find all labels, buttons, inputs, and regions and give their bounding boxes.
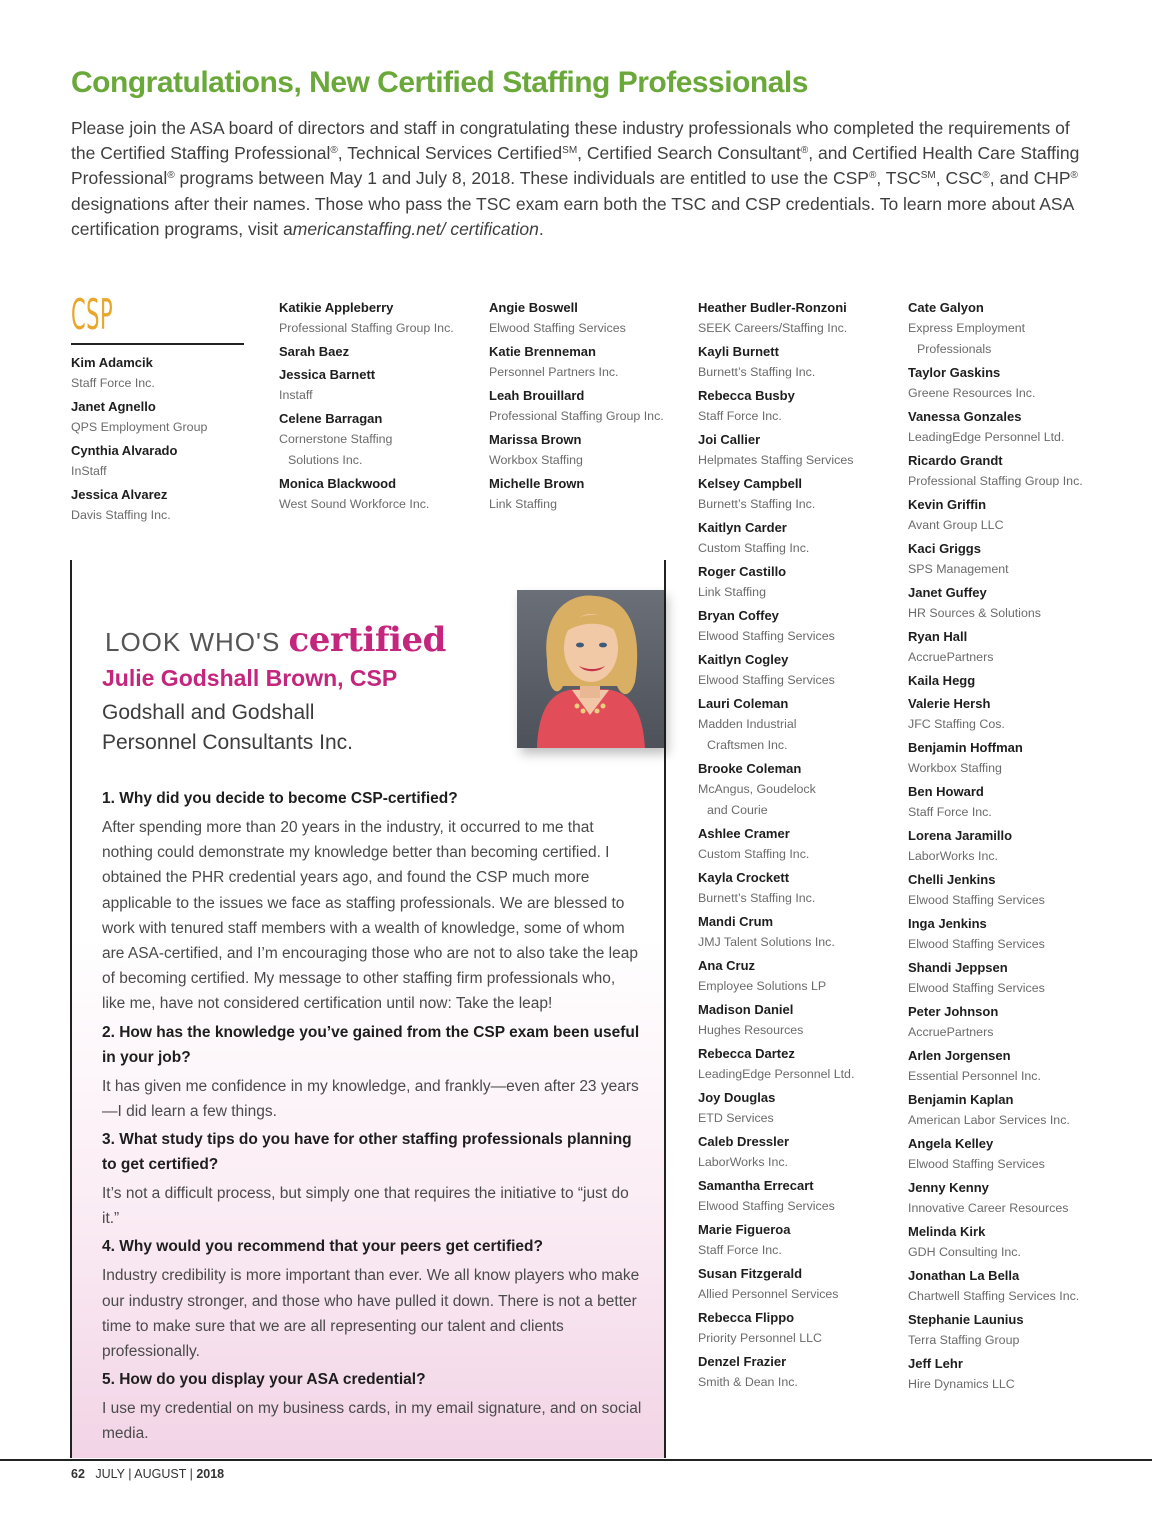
intro-text: , TSC <box>876 168 921 189</box>
answer: It has given me confidence in my knowledge, and frankly—even after 23 years—I did learn a few things. <box>102 1077 639 1120</box>
list-item <box>698 758 903 821</box>
list-item <box>698 473 903 515</box>
person-name: Jessica Alvarez <box>71 487 168 502</box>
company-name: LaborWorks Inc. <box>698 1155 788 1169</box>
person-name: Kim Adamcik <box>71 355 153 370</box>
person-name: Lorena Jaramillo <box>908 828 1013 843</box>
list-item <box>698 1175 903 1217</box>
person-name: Jeff Lehr <box>908 1356 963 1371</box>
company-name: Helpmates Staffing Services <box>698 453 854 467</box>
company-name: Elwood Staffing Services <box>908 981 1045 995</box>
company-name: LeadingEdge Personnel Ltd. <box>698 1067 855 1081</box>
company-name: Greene Resources Inc. <box>908 386 1036 400</box>
person-name: Roger Castillo <box>698 564 787 579</box>
company-name: Avant Group LLC <box>908 518 1004 532</box>
name-column-5 <box>908 297 1113 1395</box>
company-name: Workbox Staffing <box>489 453 583 467</box>
list-item <box>908 1045 1113 1087</box>
company-name: AccruePartners <box>908 650 994 664</box>
intro-text: , and Certified Health Care Staffing Professional <box>71 143 1080 189</box>
person-name: Cynthia Alvarado <box>71 443 178 458</box>
page-title: Congratulations, New Certified Staffing Professionals <box>71 66 808 99</box>
list-item <box>908 825 1113 867</box>
person-name: Melinda Kirk <box>908 1224 986 1239</box>
person-name: Kayli Burnett <box>698 344 779 359</box>
company-name: LeadingEdge Personnel Ltd. <box>908 430 1065 444</box>
company-name: Elwood Staffing Services <box>908 937 1045 951</box>
company-name: Hughes Resources <box>698 1023 804 1037</box>
heading-prefix: LOOK WHO'S <box>105 627 289 657</box>
csp-section-label: CSP <box>71 290 114 339</box>
registered-mark: ® <box>982 170 990 182</box>
person-name: Benjamin Hoffman <box>908 740 1023 755</box>
company-name: Elwood Staffing Services <box>489 321 626 335</box>
issue-date: JULY | AUGUST | <box>95 1467 197 1481</box>
list-item <box>698 999 903 1041</box>
company-name: Burnett’s Staffing Inc. <box>698 497 816 511</box>
company-name: Davis Staffing Inc. <box>71 508 171 522</box>
person-name: Kelsey Campbell <box>698 476 803 491</box>
company-name: Burnett’s Staffing Inc. <box>698 365 816 379</box>
person-name: Jonathan La Bella <box>908 1268 1020 1283</box>
company-name: SEEK Careers/Staffing Inc. <box>698 321 848 335</box>
list-item <box>71 396 276 438</box>
company-name: Instaff <box>279 388 313 402</box>
company-name: Professional Staffing Group Inc. <box>489 409 664 423</box>
company-name: Madden Industrial <box>698 717 797 731</box>
intro-text: , and CHP <box>989 168 1071 189</box>
company-name: Professionals <box>917 342 992 356</box>
person-name: Brooke Coleman <box>698 761 802 776</box>
person-name: Kaci Griggs <box>908 541 981 556</box>
list-item <box>71 484 276 526</box>
list-item <box>698 429 903 471</box>
company-name: Elwood Staffing Services <box>908 1157 1045 1171</box>
company-name: McAngus, Goudelock <box>698 782 816 796</box>
company-name: QPS Employment Group <box>71 420 208 434</box>
answer: It’s not a difficult process, but simply one that requires the initiative to “just do it.” <box>102 1185 629 1228</box>
company-name: Solutions Inc. <box>288 453 363 467</box>
person-name: Kaitlyn Carder <box>698 520 787 535</box>
company-name: Elwood Staffing Services <box>698 629 835 643</box>
name-column-3 <box>489 297 694 515</box>
list-item <box>908 450 1113 492</box>
page-footer <box>71 1467 224 1481</box>
person-name: Vanessa Gonzales <box>908 409 1022 424</box>
intro-text: Please join the ASA board of directors and staff in congratulating these industry professionals who completed the requirements of the Certified Staffing Professional <box>71 118 1070 164</box>
list-item <box>71 352 276 394</box>
list-item <box>908 1265 1113 1307</box>
company-name: Link Staffing <box>489 497 557 511</box>
list-item <box>908 1177 1113 1219</box>
company-name: Chartwell Staffing Services Inc. <box>908 1289 1080 1303</box>
person-name: Susan Fitzgerald <box>698 1266 803 1281</box>
person-name: Ben Howard <box>908 784 984 799</box>
person-name: Angie Boswell <box>489 300 578 315</box>
company-name: GDH Consulting Inc. <box>908 1245 1021 1259</box>
person-name: Rebecca Busby <box>698 388 795 403</box>
person-name: Ashlee Cramer <box>698 826 790 841</box>
list-item <box>908 406 1113 448</box>
person-name: Ana Cruz <box>698 958 756 973</box>
person-name: Jenny Kenny <box>908 1180 989 1195</box>
list-item <box>698 1087 903 1129</box>
person-name: Caleb Dressler <box>698 1134 790 1149</box>
list-item <box>698 911 903 953</box>
person-name: Denzel Frazier <box>698 1354 787 1369</box>
company-name: Link Staffing <box>698 585 766 599</box>
list-item <box>908 1089 1113 1131</box>
list-item <box>698 341 903 383</box>
person-name: Arlen Jorgensen <box>908 1048 1011 1063</box>
person-name: Kaitlyn Cogley <box>698 652 789 667</box>
person-name: Bryan Coffey <box>698 608 779 623</box>
list-item <box>908 1221 1113 1263</box>
registered-mark: ® <box>167 170 175 182</box>
company-name: Staff Force Inc. <box>698 409 782 423</box>
intro-paragraph <box>71 116 1091 242</box>
company-line: Godshall and Godshall <box>102 701 315 724</box>
company-name: Professional Staffing Group Inc. <box>908 474 1083 488</box>
company-name: Professional Staffing Group Inc. <box>279 321 454 335</box>
company-name: Terra Staffing Group <box>908 1333 1020 1347</box>
list-item <box>489 297 694 339</box>
company-name: LaborWorks Inc. <box>908 849 998 863</box>
list-item <box>908 297 1113 360</box>
list-item <box>71 440 276 482</box>
person-name: Joy Douglas <box>698 1090 776 1105</box>
person-name: Katikie Appleberry <box>279 300 394 315</box>
company-name: Staff Force Inc. <box>908 805 992 819</box>
heading-emphasis: certified <box>288 620 446 660</box>
company-name: Elwood Staffing Services <box>698 673 835 687</box>
page-number: 62 <box>71 1467 85 1481</box>
company-name: Cornerstone Staffing <box>279 432 393 446</box>
list-item <box>698 1131 903 1173</box>
person-name: Ricardo Grandt <box>908 453 1003 468</box>
person-name: Michelle Brown <box>489 476 585 491</box>
person-name: Benjamin Kaplan <box>908 1092 1014 1107</box>
list-item <box>908 693 1113 735</box>
question: 2. How has the knowledge you’ve gained from the CSP exam been useful in your job? <box>102 1023 640 1066</box>
intro-text: . <box>538 218 544 239</box>
list-item <box>698 517 903 559</box>
list-item <box>908 670 1113 691</box>
question: 1. Why did you decide to become CSP-certified? <box>102 790 458 807</box>
portrait-photo <box>517 590 664 748</box>
list-item <box>908 913 1113 955</box>
company-line: Personnel Consultants Inc. <box>102 731 353 754</box>
certification-link[interactable]: mericanstaffing.net/ certification <box>292 218 539 239</box>
company-name: Express Employment <box>908 321 1026 335</box>
person-name: Katie Brenneman <box>489 344 596 359</box>
list-item <box>279 341 484 362</box>
list-item <box>698 693 903 756</box>
company-name: Smith & Dean Inc. <box>698 1375 798 1389</box>
list-item <box>698 823 903 865</box>
list-item <box>908 1353 1113 1395</box>
list-item <box>279 297 484 339</box>
company-name: American Labor Services Inc. <box>908 1113 1070 1127</box>
company-name: Custom Staffing Inc. <box>698 541 810 555</box>
person-name: Taylor Gaskins <box>908 365 1001 380</box>
person-name: Lauri Coleman <box>698 696 789 711</box>
list-item <box>908 869 1113 911</box>
name-column-4 <box>698 297 903 1393</box>
list-item <box>698 867 903 909</box>
list-item <box>908 1133 1113 1175</box>
list-item <box>908 737 1113 779</box>
intro-text: , Certified Search Consultant <box>577 143 801 164</box>
company-name: Innovative Career Resources <box>908 1201 1069 1215</box>
person-name: Sarah Baez <box>279 344 350 359</box>
list-item <box>908 494 1113 536</box>
person-name: Janet Guffey <box>908 585 987 600</box>
company-name: Staff Force Inc. <box>698 1243 782 1257</box>
company-name: Allied Personnel Services <box>698 1287 839 1301</box>
footer-divider <box>0 1459 1152 1461</box>
person-name: Marissa Brown <box>489 432 582 447</box>
person-name: Kevin Griffin <box>908 497 987 512</box>
person-name: Kayla Crockett <box>698 870 790 885</box>
intro-text: programs between May 1 and July 8, 2018. These individuals are entitled to use the CSP <box>174 168 869 189</box>
company-name: West Sound Workforce Inc. <box>279 497 430 511</box>
question: 5. How do you display your ASA credential? <box>102 1371 426 1389</box>
company-name: Employee Solutions LP <box>698 979 827 993</box>
company-name: SPS Management <box>908 562 1009 576</box>
person-name: Stephanie Launius <box>908 1312 1024 1327</box>
csp-divider <box>71 343 244 345</box>
list-item <box>908 538 1113 580</box>
list-item <box>279 473 484 515</box>
registered-mark: ® <box>1070 170 1078 182</box>
list-item <box>908 1309 1113 1351</box>
company-name: Craftsmen Inc. <box>707 738 788 752</box>
answer: I use my credential on my business cards, in my email signature, and on social media. <box>102 1400 642 1443</box>
person-name: Peter Johnson <box>908 1004 999 1019</box>
list-item <box>698 955 903 997</box>
name-column-2 <box>279 297 484 515</box>
list-item <box>489 473 694 515</box>
company-name: and Courie <box>707 803 768 817</box>
list-item <box>279 408 484 471</box>
featured-name: Julie Godshall Brown, CSP <box>102 665 398 691</box>
list-item <box>698 1219 903 1261</box>
person-name: Mandi Crum <box>698 914 774 929</box>
company-name: Priority Personnel LLC <box>698 1331 822 1345</box>
answer: After spending more than 20 years in the industry, it occurred to me that nothing could demonstrate my knowledge better than becoming certified. I obtained the PHR credential years ago, and found the CSP much more applicable to the issues we face as staffing professionals. We are blessed to work with tenured staff members with a wealth of knowledge, some of whom are ASA-certified, and I’m encouraging those who are not to also take the leap of becoming certified. My message to other staffing firm professionals who, like me, have not considered certification until now: Take the leap! <box>102 819 638 1013</box>
person-name: Monica Blackwood <box>279 476 397 491</box>
person-name: Jessica Barnett <box>279 367 376 382</box>
list-item <box>698 385 903 427</box>
interview-qa <box>102 786 642 1450</box>
question: 3. What study tips do you have for other staffing professionals planning to get certified? <box>102 1131 632 1174</box>
person-name: Rebecca Flippo <box>698 1310 795 1325</box>
question: 4. Why would you recommend that your peers get certified? <box>102 1238 543 1256</box>
person-name: Rebecca Dartez <box>698 1046 795 1061</box>
list-item <box>908 781 1113 823</box>
intro-text: designations after their names. Those who pass the TSC exam earn both the TSC and CSP credentials. To learn more about ASA certification programs, visit a <box>71 193 1074 239</box>
person-name: Shandi Jeppsen <box>908 960 1008 975</box>
company-name: Essential Personnel Inc. <box>908 1069 1041 1083</box>
list-item <box>908 1001 1113 1043</box>
company-name: Burnett’s Staffing Inc. <box>698 891 816 905</box>
list-item <box>908 362 1113 404</box>
company-name: InStaff <box>71 464 107 478</box>
answer: Industry credibility is more important than ever. We all know players who make our industry stronger, and those who have pulled it down. There is not a better time to make sure that we are all representing our talent and clients professionally. <box>102 1267 640 1361</box>
list-item <box>698 1351 903 1393</box>
person-name: Leah Brouillard <box>489 388 585 403</box>
company-name: Custom Staffing Inc. <box>698 847 810 861</box>
company-name: HR Sources & Solutions <box>908 606 1041 620</box>
company-name: Elwood Staffing Services <box>698 1199 835 1213</box>
list-item <box>908 582 1113 624</box>
person-name: Samantha Errecart <box>698 1178 814 1193</box>
person-name: Chelli Jenkins <box>908 872 996 887</box>
list-item <box>489 429 694 471</box>
list-item <box>908 626 1113 668</box>
list-item <box>279 364 484 406</box>
person-name: Celene Barragan <box>279 411 383 426</box>
portrait-illustration <box>517 590 664 748</box>
list-item <box>698 605 903 647</box>
list-item <box>698 297 903 339</box>
registered-mark: ® <box>868 170 877 182</box>
registered-mark: ® <box>330 145 338 157</box>
list-item <box>698 1043 903 1085</box>
intro-text: , Technical Services Certified <box>337 143 563 164</box>
person-name: Marie Figueroa <box>698 1222 791 1237</box>
list-item <box>489 385 694 427</box>
person-name: Janet Agnello <box>71 399 156 414</box>
featured-company <box>102 698 402 758</box>
person-name: Valerie Hersh <box>908 696 991 711</box>
company-name: Personnel Partners Inc. <box>489 365 619 379</box>
company-name: Hire Dynamics LLC <box>908 1377 1015 1391</box>
company-name: Elwood Staffing Services <box>908 893 1045 907</box>
list-item <box>698 1263 903 1305</box>
company-name: Workbox Staffing <box>908 761 1002 775</box>
person-name: Kaila Hegg <box>908 673 976 688</box>
company-name: AccruePartners <box>908 1025 994 1039</box>
company-name: Staff Force Inc. <box>71 376 155 390</box>
service-mark: SM <box>920 170 936 182</box>
service-mark: SM <box>562 145 578 157</box>
person-name: Angela Kelley <box>908 1136 994 1151</box>
person-name: Cate Galyon <box>908 300 984 315</box>
person-name: Ryan Hall <box>908 629 968 644</box>
list-item <box>698 561 903 603</box>
company-name: JMJ Talent Solutions Inc. <box>698 935 835 949</box>
registered-mark: ® <box>800 145 809 157</box>
name-column-1 <box>71 352 276 526</box>
list-item <box>698 1307 903 1349</box>
list-item <box>698 649 903 691</box>
company-name: ETD Services <box>698 1111 774 1125</box>
look-whos-certified-heading <box>105 620 446 660</box>
company-name: JFC Staffing Cos. <box>908 717 1005 731</box>
person-name: Heather Budler-Ronzoni <box>698 300 847 315</box>
list-item <box>908 957 1113 999</box>
issue-year: 2018 <box>196 1467 225 1481</box>
person-name: Inga Jenkins <box>908 916 987 931</box>
person-name: Madison Daniel <box>698 1002 794 1017</box>
intro-text: , CSC <box>935 168 983 189</box>
person-name: Joi Callier <box>698 432 761 447</box>
list-item <box>489 341 694 383</box>
featured-interview-box <box>70 560 666 1458</box>
